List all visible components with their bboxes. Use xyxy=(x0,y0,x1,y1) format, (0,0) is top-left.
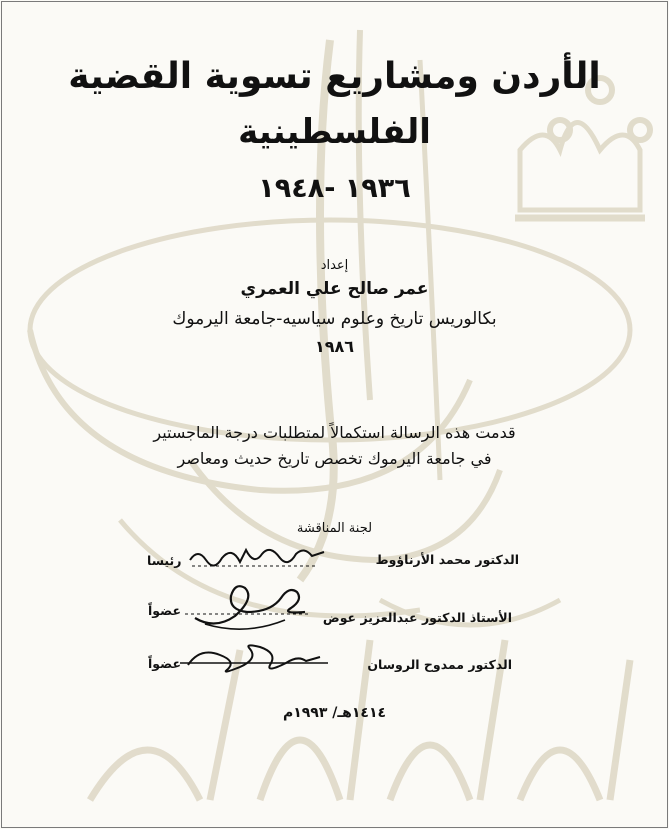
degree-year: ١٩٨٦ xyxy=(314,337,355,356)
thesis-statement-line-2: في جامعة اليرموك تخصص تاريخ حديث ومعاصر xyxy=(177,449,492,468)
committee-member-role: عضواً xyxy=(148,656,181,671)
committee-label: لجنة المناقشة xyxy=(296,521,373,536)
signature-3-icon xyxy=(180,637,330,679)
committee-member-name: الدكتور ممدوح الروسان xyxy=(367,657,512,672)
committee-member-role: رئيسا xyxy=(147,553,182,568)
thesis-statement-line-1: قدمت هذه الرسالة استكمالاً لمتطلبات درجة الماجستير xyxy=(153,423,516,442)
title-years: ١٩٣٦ -١٩٤٨ xyxy=(258,173,411,204)
title-line-1: الأردن ومشاريع تسوية القضية xyxy=(68,56,601,97)
author-name: عمر صالح علي العمري xyxy=(240,279,429,299)
prepared-by-label: إعداد xyxy=(320,258,349,273)
author-degree: بكالوريس تاريخ وعلوم سياسيه-جامعة اليرموك xyxy=(172,309,497,329)
title-line-2: الفلسطينية xyxy=(238,112,431,152)
committee-member-name: الأستاذ الدكتور عبدالعزيز عوض xyxy=(322,610,512,625)
committee-member-name: الدكتور محمد الأرناؤوط xyxy=(375,552,519,567)
document-date: ١٤١٤هـ/ ١٩٩٣م xyxy=(282,705,387,721)
signature-2-icon xyxy=(185,578,315,634)
committee-member-role: عضواً xyxy=(148,603,181,618)
signature-1-icon xyxy=(188,540,328,572)
